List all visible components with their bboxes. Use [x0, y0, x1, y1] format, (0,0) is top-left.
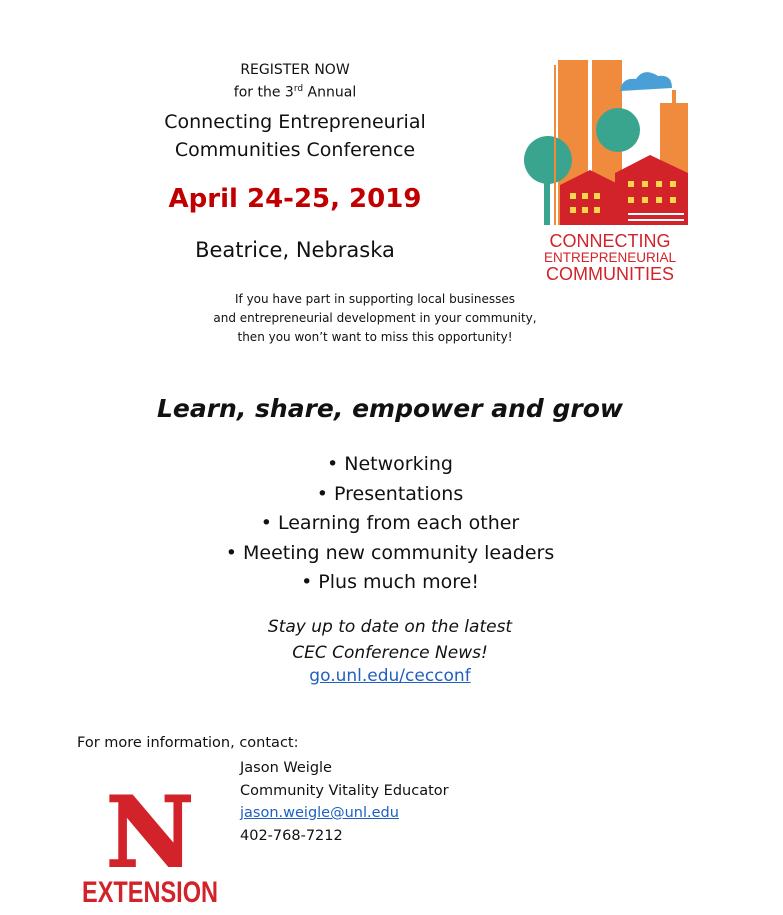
contact-block	[240, 757, 449, 847]
nebraska-extension-logo	[80, 778, 230, 908]
cec-tree-trunk	[544, 175, 550, 225]
news-link-wrap	[180, 666, 600, 686]
cec-cloud-icon	[620, 72, 672, 91]
contact-name: Jason Weigle	[240, 760, 332, 776]
news-line2: CEC Conference News!	[292, 643, 488, 663]
cec-tree-icon	[596, 108, 640, 152]
blurb-line3: then you won’t want to miss this opportunity!	[237, 330, 513, 344]
event-location: Beatrice, Nebraska	[195, 238, 395, 262]
annual-suffix: Annual	[303, 84, 357, 101]
contact-phone: 402-768-7212	[240, 827, 343, 844]
contact-email-link[interactable]: jason.weigle@unl.edu	[240, 805, 399, 821]
nu-extension-wordmark: EXTENSION	[82, 876, 218, 909]
news-callout	[180, 614, 600, 666]
annual-label	[195, 84, 395, 101]
conference-title-line2: Communities Conference	[174, 139, 416, 161]
news-line1: Stay up to date on the latest	[267, 617, 513, 637]
cec-antenna	[672, 90, 676, 105]
contact-heading: For more information, contact:	[77, 735, 299, 751]
annual-ordinal: rd	[293, 84, 304, 94]
event-date: April 24-25, 2019	[168, 184, 422, 214]
cec-logo-line3: COMMUNITIES	[546, 264, 674, 284]
register-now-label: REGISTER NOW	[240, 62, 350, 78]
list-item: • Meeting new community leaders	[225, 541, 555, 564]
benefits-list	[160, 450, 620, 598]
cec-logo-line2: ENTREPRENEURIAL	[543, 250, 677, 265]
list-item: • Presentations	[316, 482, 464, 505]
conference-news-link[interactable]: go.unl.edu/cecconf	[309, 666, 471, 686]
cec-logo-line1: CONNECTING	[549, 231, 671, 251]
list-item: • Learning from each other	[260, 512, 520, 534]
annual-prefix: for the 3	[233, 84, 294, 101]
list-item: • Plus much more!	[301, 571, 479, 593]
intro-blurb	[170, 290, 580, 347]
cec-logo	[520, 55, 700, 290]
list-item: • Networking	[327, 453, 453, 475]
conference-title	[120, 108, 470, 164]
nu-letter-logo: N	[106, 776, 194, 889]
cec-frame-line	[554, 65, 556, 225]
blurb-line1: If you have part in supporting local businesses	[234, 292, 516, 306]
tagline: Learn, share, empower and grow	[156, 394, 624, 423]
conference-title-line1: Connecting Entrepreneurial	[164, 111, 426, 133]
contact-role: Community Vitality Educator	[240, 782, 449, 799]
blurb-line2: and entrepreneurial development in your community,	[213, 311, 537, 325]
